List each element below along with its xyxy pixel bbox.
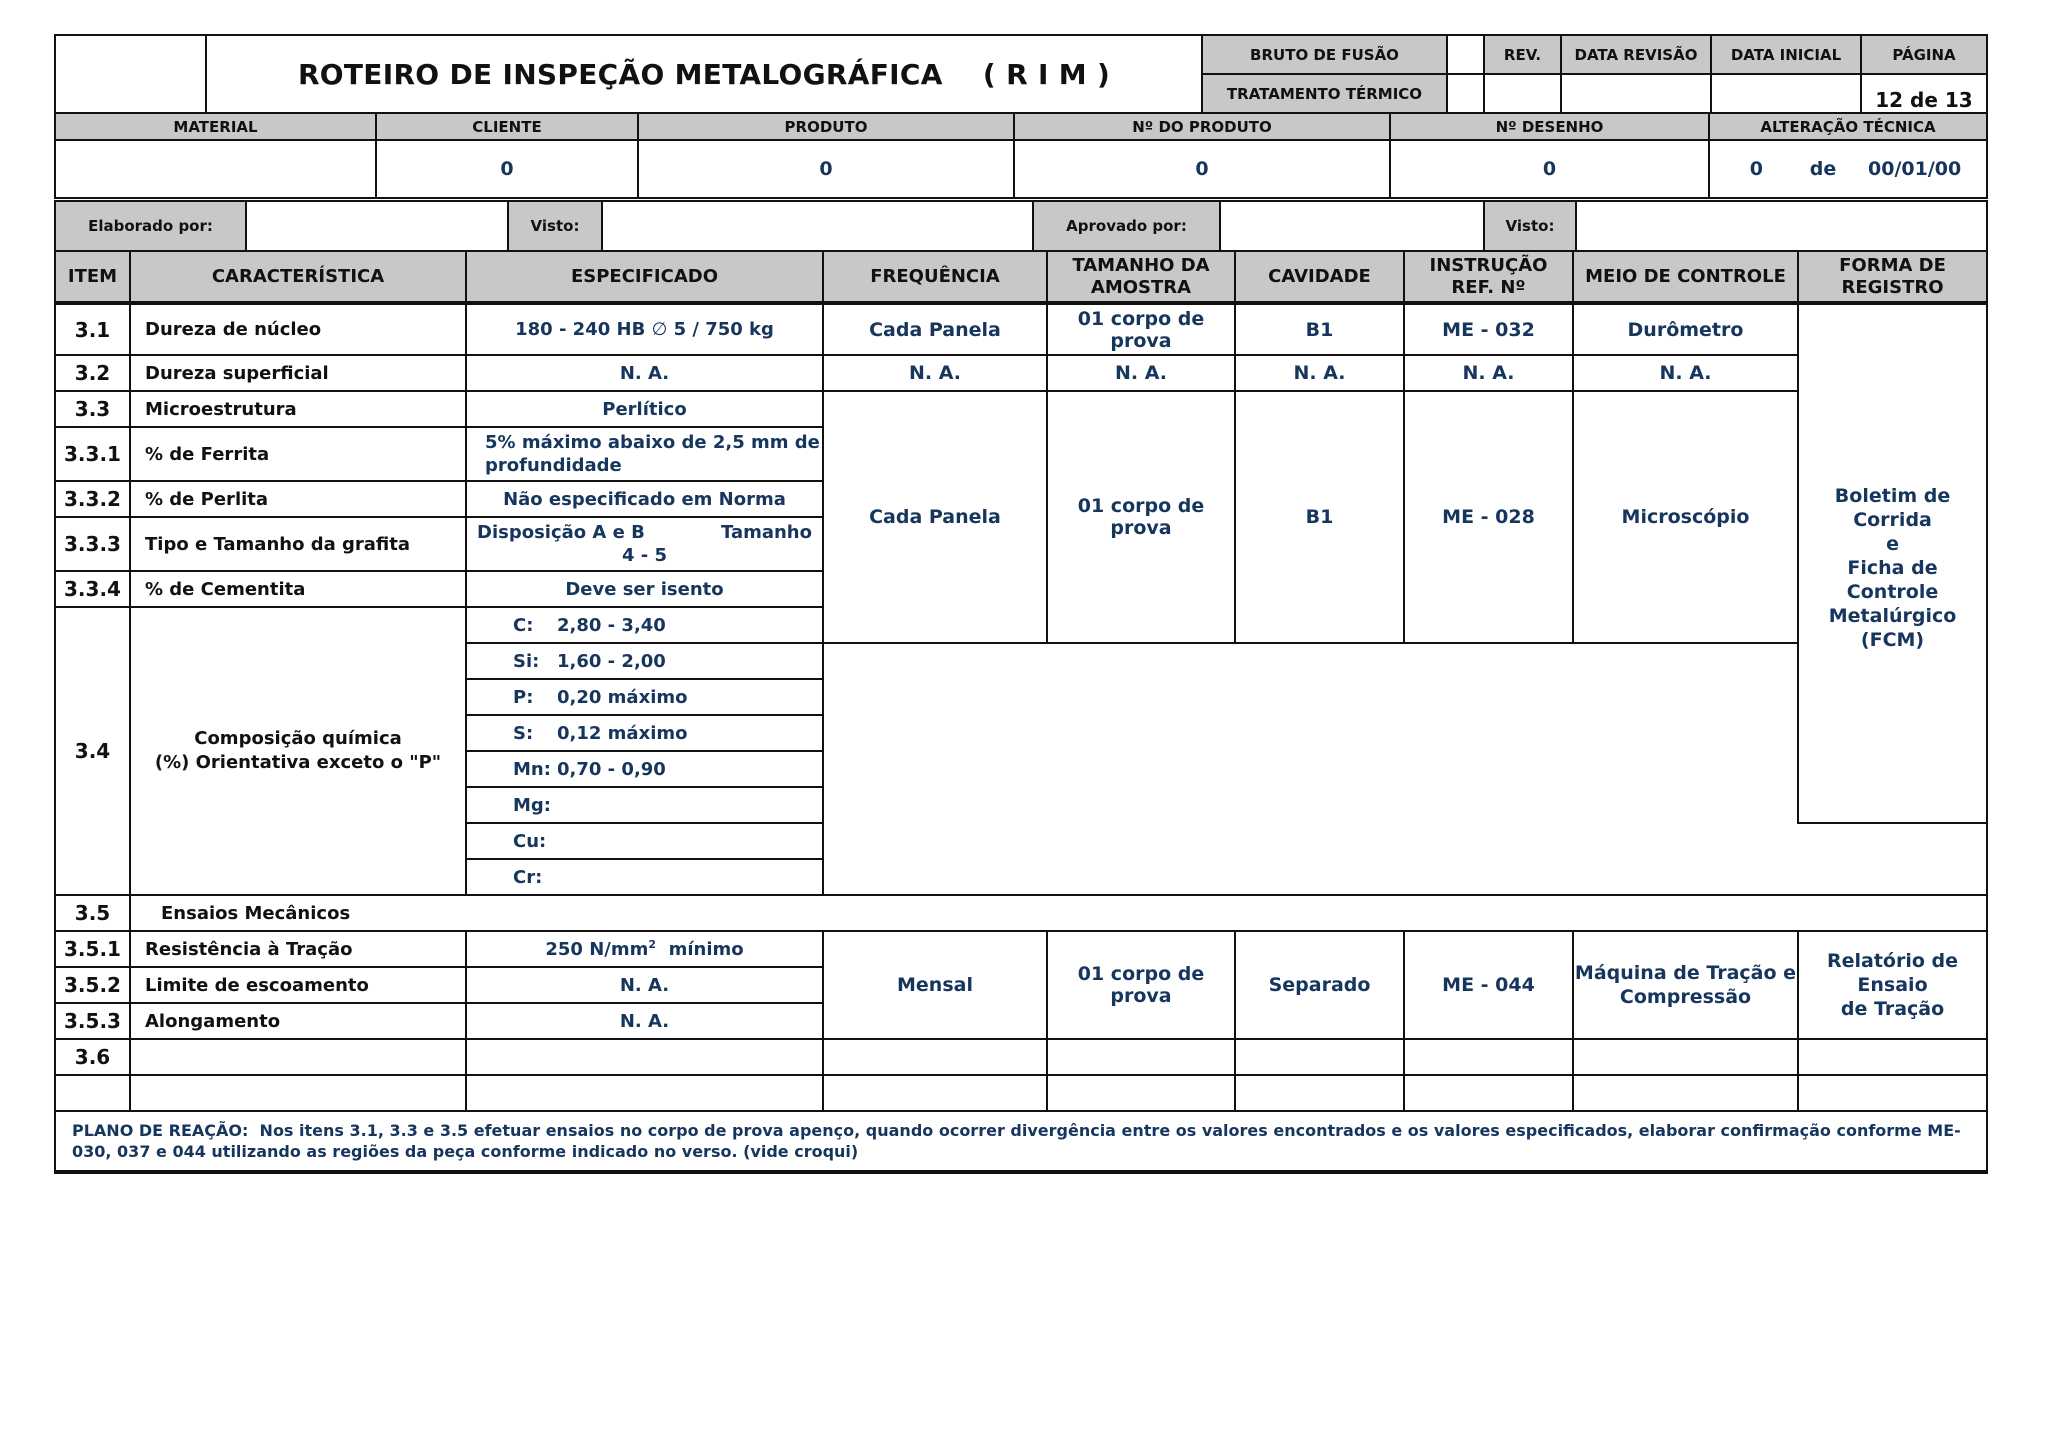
amostra-cell: 01 corpo de prova: [1047, 931, 1235, 1039]
char-cell: Dureza superficial: [130, 355, 466, 391]
produto-value: 0: [638, 140, 1014, 198]
signature-bar: [55, 201, 1987, 251]
table-row: [55, 303, 1987, 355]
element-symbol: Cr:: [513, 866, 543, 888]
cav-cell: [1235, 1039, 1404, 1075]
char-cell: % de Perlita: [130, 481, 466, 517]
freq-cell: Mensal: [823, 931, 1047, 1039]
table-row: [55, 391, 1987, 427]
pagina-value: 12 de 13: [1861, 74, 1987, 113]
item-cell: 3.1: [55, 303, 130, 355]
plano-text: Nos itens 3.1, 3.3 e 3.5 efetuar ensaios no corpo de prova apenço, quando ocorrer divergência entre os valores encontrados e os valores especificados, elaborar confirmação conforme ME-030, 037 e 044 utilizando as regiões da peça conforme indicado no verso. (vide croqui): [72, 1121, 1961, 1161]
cav-cell: B1: [1235, 303, 1404, 355]
col-forma: [1798, 251, 1987, 303]
signature-table: [56, 202, 1987, 250]
forma-l3: Ficha de Controle: [1846, 556, 1939, 603]
forma-cell: [1798, 1075, 1987, 1111]
title-text: ROTEIRO DE INSPEÇÃO METALOGRÁFICA: [297, 57, 943, 91]
aprovado-field[interactable]: [1220, 202, 1484, 250]
element-value: 0,12 máximo: [557, 722, 688, 744]
col-instrucao-l2: REF. Nº: [1451, 276, 1526, 298]
element-value: 0,20 máximo: [557, 686, 688, 708]
freq-cell: [823, 1039, 1047, 1075]
data-revisao-label: DATA REVISÃO: [1561, 35, 1711, 74]
data-revisao-value: [1561, 74, 1711, 113]
data-inicial-value: [1711, 74, 1861, 113]
alteracao-de: de: [1809, 158, 1837, 180]
document-title: [206, 35, 1202, 113]
meio-cell: [1573, 931, 1798, 1039]
spec-grafite-line1: [477, 521, 812, 544]
freq-cell: [823, 1075, 1047, 1111]
spec-cell: Deve ser isento: [466, 571, 823, 607]
info-table: [54, 112, 1988, 199]
char-cell: [130, 1075, 466, 1111]
char-cell: % de Cementita: [130, 571, 466, 607]
element-symbol: P:: [513, 686, 534, 708]
element-row: [466, 715, 823, 751]
cliente-label: CLIENTE: [376, 113, 638, 140]
meio-line1: Máquina de Tração e: [1574, 962, 1797, 984]
meio-cell: Durômetro: [1573, 303, 1798, 355]
meio-cell: [1573, 1075, 1798, 1111]
elaborado-label: Elaborado por:: [56, 202, 246, 250]
data-inicial-label: DATA INICIAL: [1711, 35, 1861, 74]
item-cell: 3.3.4: [55, 571, 130, 607]
cliente-value: 0: [376, 140, 638, 198]
col-forma-l2: REGISTRO: [1841, 276, 1944, 298]
material-value: [55, 140, 376, 198]
plano-reacao: [55, 1111, 1987, 1172]
spec-superscript: 2: [648, 938, 657, 951]
instr-cell: [1404, 1039, 1573, 1075]
numero-produto-label: Nº DO PRODUTO: [1014, 113, 1390, 140]
spec-cell: [466, 1075, 823, 1111]
instr-cell: ME - 028: [1404, 391, 1573, 643]
amostra-cell: 01 corpo de prova: [1047, 391, 1235, 643]
item-cell: 3.5.2: [55, 967, 130, 1003]
spec-cell: Perlítico: [466, 391, 823, 427]
char-cell: Limite de escoamento: [130, 967, 466, 1003]
char-cell: Dureza de núcleo: [130, 303, 466, 355]
elaborado-field[interactable]: [246, 202, 508, 250]
element-row: [466, 787, 823, 823]
element-value: 2,80 - 3,40: [557, 614, 666, 636]
col-frequencia: FREQUÊNCIA: [823, 251, 1047, 303]
logo-cell: [55, 35, 206, 113]
forma-l1: Boletim de Corrida: [1834, 484, 1951, 531]
element-row: [466, 643, 823, 679]
alteracao-date: 00/01/00: [1868, 158, 1962, 180]
inspection-table: [54, 200, 1988, 1174]
col-instrucao-l1: INSTRUÇÃO: [1429, 254, 1548, 276]
spec-tensile: 250 N/mm: [545, 939, 649, 960]
item-cell: 3.5.1: [55, 931, 130, 967]
spec-cell: [466, 1039, 823, 1075]
element-row: [466, 859, 823, 895]
freq-cell: Cada Panela: [823, 303, 1047, 355]
char-cell: [130, 607, 466, 895]
diameter-symbol: ∅: [651, 319, 668, 340]
col-tamanho: [1047, 251, 1235, 303]
col-forma-l1: FORMA DE: [1839, 254, 1946, 276]
document-header: [54, 34, 1988, 114]
rev-value: [1484, 74, 1561, 113]
element-value: 0,70 - 0,90: [557, 758, 666, 780]
forma-cell: [1798, 1039, 1987, 1075]
element-symbol: C:: [513, 614, 534, 636]
cav-cell: Separado: [1235, 931, 1404, 1039]
element-row: [466, 679, 823, 715]
material-label: MATERIAL: [55, 113, 376, 140]
visto-field[interactable]: [602, 202, 1033, 250]
spec-load: 5 / 750 kg: [673, 319, 774, 340]
spec-min: mínimo: [668, 939, 744, 960]
alteracao-label: ALTERAÇÃO TÉCNICA: [1709, 113, 1987, 140]
plano-row: [55, 1111, 1987, 1172]
char-cell: Alongamento: [130, 1003, 466, 1039]
col-item: ITEM: [55, 251, 130, 303]
element-symbol: Mg:: [513, 794, 551, 816]
item-cell: 3.3.1: [55, 427, 130, 481]
char-line1: Composição química: [194, 728, 402, 749]
element-symbol: S:: [513, 722, 534, 744]
amostra-cell: [1047, 1039, 1235, 1075]
col-meio: MEIO DE CONTROLE: [1573, 251, 1798, 303]
col-instrucao: [1404, 251, 1573, 303]
spec-cell: [466, 303, 823, 355]
aprovado-label: Aprovado por:: [1033, 202, 1220, 250]
cav-cell: [1235, 1075, 1404, 1111]
col-tamanho-l1: TAMANHO DA: [1072, 254, 1210, 276]
forma-l4: Metalúrgico (FCM): [1828, 604, 1957, 651]
cav-cell: B1: [1235, 391, 1404, 643]
spec-disposicao: Disposição A e B: [477, 522, 645, 543]
tratamento-label: TRATAMENTO TÉRMICO: [1202, 74, 1447, 113]
numero-produto-value: 0: [1014, 140, 1390, 198]
meio-cell: N. A.: [1573, 355, 1798, 391]
item-cell: 3.4: [55, 607, 130, 895]
instr-cell: ME - 032: [1404, 303, 1573, 355]
element-symbol: Si:: [513, 650, 540, 672]
instr-cell: ME - 044: [1404, 931, 1573, 1039]
item-cell: 3.3: [55, 391, 130, 427]
spec-tamanho: Tamanho: [720, 522, 812, 543]
spec-cell: Não especificado em Norma: [466, 481, 823, 517]
amostra-cell: 01 corpo de prova: [1047, 303, 1235, 355]
char-cell: Microestrutura: [130, 391, 466, 427]
pagina-label: PÁGINA: [1861, 35, 1987, 74]
element-symbol: Mn:: [513, 758, 551, 780]
produto-label: PRODUTO: [638, 113, 1014, 140]
meio-cell: Microscópio: [1573, 391, 1798, 643]
spec-hardness: 180 - 240 HB: [515, 319, 646, 340]
column-header-row: [55, 251, 1987, 303]
item-cell: 3.3.2: [55, 481, 130, 517]
item-cell: [55, 1075, 130, 1111]
tratamento-checkbox: [1447, 74, 1484, 113]
spec-cell: N. A.: [466, 967, 823, 1003]
forma-cell: [1798, 931, 1987, 1039]
alteracao-num: 0: [1749, 158, 1763, 180]
item-cell: 3.6: [55, 1039, 130, 1075]
col-especificado: ESPECIFICADO: [466, 251, 823, 303]
forma-line2: de Tração: [1840, 998, 1945, 1020]
forma-registro-cell: [1798, 303, 1987, 823]
spec-grafite-size: 4 - 5: [621, 545, 668, 566]
instr-cell: N. A.: [1404, 355, 1573, 391]
item-cell: 3.5.3: [55, 1003, 130, 1039]
spec-cell: N. A.: [466, 1003, 823, 1039]
bruto-checkbox: [1447, 35, 1484, 74]
freq-cell: Cada Panela: [823, 391, 1047, 643]
spec-cell: N. A.: [466, 355, 823, 391]
section-title-cell: Ensaios Mecânicos: [130, 895, 1987, 931]
col-tamanho-l2: AMOSTRA: [1090, 276, 1192, 298]
meio-cell: [1573, 1039, 1798, 1075]
freq-cell: N. A.: [823, 355, 1047, 391]
item-cell: 3.5: [55, 895, 130, 931]
char-line2: (%) Orientativa exceto o "P": [154, 752, 442, 773]
numero-desenho-value: 0: [1390, 140, 1709, 198]
spec-cell: [466, 931, 823, 967]
table-row: [55, 931, 1987, 967]
element-row: [466, 751, 823, 787]
meio-line2: Compressão: [1619, 986, 1752, 1008]
table-row: [55, 1039, 1987, 1075]
rev-label: REV.: [1484, 35, 1561, 74]
element-row: [466, 607, 823, 643]
amostra-cell: [1047, 1075, 1235, 1111]
item-cell: 3.3.3: [55, 517, 130, 571]
cav-cell: N. A.: [1235, 355, 1404, 391]
col-cavidade: CAVIDADE: [1235, 251, 1404, 303]
element-symbol: Cu:: [513, 830, 547, 852]
spec-cell: [466, 517, 823, 571]
char-cell: Resistência à Tração: [130, 931, 466, 967]
instr-cell: [1404, 1075, 1573, 1111]
spec-cell: 5% máximo abaixo de 2,5 mm de profundidade: [466, 427, 823, 481]
element-row: [466, 823, 823, 859]
char-cell: % de Ferrita: [130, 427, 466, 481]
item-cell: 3.2: [55, 355, 130, 391]
numero-desenho-label: Nº DESENHO: [1390, 113, 1709, 140]
element-value: 1,60 - 2,00: [557, 650, 666, 672]
title-code: ( R I M ): [982, 57, 1111, 91]
amostra-cell: N. A.: [1047, 355, 1235, 391]
bruto-label: BRUTO DE FUSÃO: [1202, 35, 1447, 74]
table-row: [55, 895, 1987, 931]
table-row: [55, 355, 1987, 391]
forma-line1: Relatório de Ensaio: [1827, 950, 1959, 996]
table-row: [55, 1075, 1987, 1111]
forma-l2: e: [1886, 532, 1899, 555]
plano-label: PLANO DE REAÇÃO:: [72, 1121, 249, 1140]
visto-label: Visto:: [508, 202, 602, 250]
char-cell: Tipo e Tamanho da grafita: [130, 517, 466, 571]
alteracao-value: [1709, 140, 1987, 198]
visto2-label: Visto:: [1484, 202, 1576, 250]
visto2-field[interactable]: [1576, 202, 1987, 250]
char-cell: [130, 1039, 466, 1075]
col-caracteristica: CARACTERÍSTICA: [130, 251, 466, 303]
